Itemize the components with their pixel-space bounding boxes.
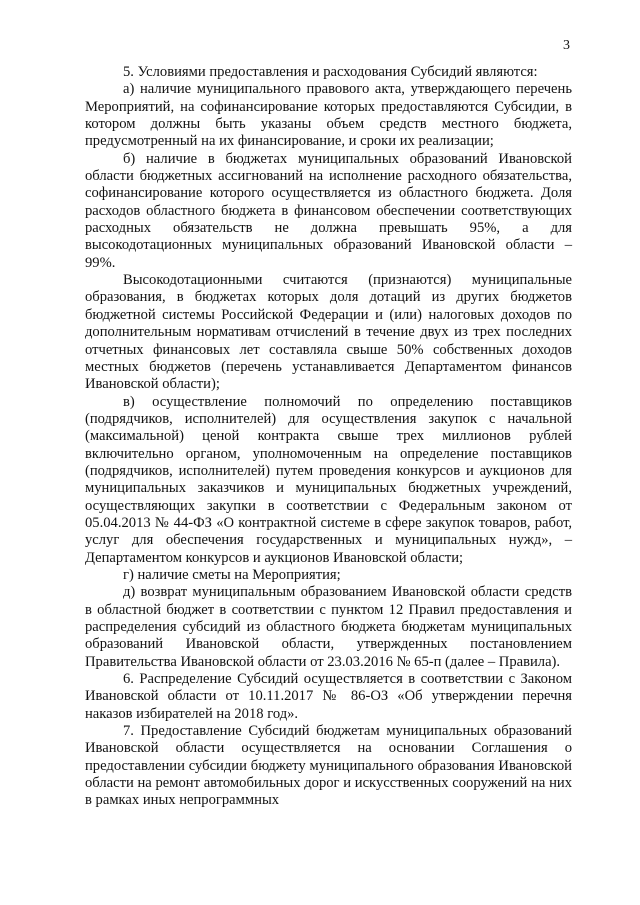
paragraph-high-subsidy-definition: Высокодотационными считаются (признаются) муниципальные образования, в бюджетах которых доля дотаций из других бюджетов бюджетной системы Российской Федерации и (или) налоговых доходов по дополнительным нормативам отчислений в течение двух из трех последних отчетных финансовых лет составляла свыше 50% собственных доходов местных бюджетов (перечень устанавливается Департаментом финансов Ивановской области); bbox=[85, 272, 572, 393]
paragraph-condition-b: б) наличие в бюджетах муниципальных образований Ивановской области бюджетных ассигнований на исполнение расходного обязательства, софинансирование которого осуществляется из областного бюджета. Доля расходов областного бюджета в финансовом обеспечении соответствующих расходных обязательств не должна превышать 95%, а для высокодотационных муниципальных образований Ивановской области – 99%. bbox=[85, 150, 572, 271]
paragraph-condition-g: г) наличие сметы на Мероприятия; bbox=[123, 566, 341, 583]
paragraph-condition-v: в) осуществление полномочий по определению поставщиков (подрядчиков, исполнителей) для осуществления закупок с начальной (максимальной) ценой контракта свыше трех миллионов рублей включительно органом, уполномоченным на определение поставщиков (подрядчиков, исполнителей) путем проведения конкурсов и аукционов для муниципальных заказчиков и муниципальных бюджетных учреждений, осуществляющих закупки в соответствии с Федеральным законом от 05.04.2013 № 44-ФЗ «О контрактной системе в сфере закупок товаров, работ, услуг для обеспечения государственных и муниципальных нужд», – Департаментом конкурсов и аукционов Ивановской области; bbox=[85, 393, 572, 566]
paragraph-6-distribution: 6. Распределение Субсидий осуществляется в соответствии с Законом Ивановской области от 10.11.2017 № 86-ОЗ «Об утверждении перечня наказов избирателей на 2018 год». bbox=[85, 671, 572, 722]
page-number: 3 bbox=[563, 38, 570, 53]
paragraph-7-provision: 7. Предоставление Субсидий бюджетам муниципальных образований Ивановской области осуществляется на основании Соглашения о предоставлении субсидии бюджету муниципального образования Ивановской области на ремонт автомобильных дорог и искусственных сооружений на них в рамках иных непрограммных bbox=[85, 723, 572, 809]
document-body bbox=[85, 64, 572, 810]
paragraph-condition-d: д) возврат муниципальным образованием Ивановской области средств в областной бюджет в соответствии с пунктом 12 Правил предоставления и распределения субсидий из областного бюджета бюджетам муниципальных образований Ивановской области, утвержденных постановлением Правительства Ивановской области от 23.03.2016 № 65-п (далее – Правила). bbox=[85, 584, 572, 670]
paragraph-5-conditions: 5. Условиями предоставления и расходования Субсидий являются: bbox=[123, 64, 538, 80]
paragraph-condition-a: а) наличие муниципального правового акта, утверждающего перечень Мероприятий, на софинансирование которых предоставляются Субсидии, в котором должны быть указаны объем средств местного бюджета, предусмотренный на их финансирование, и сроки их реализации; bbox=[85, 81, 572, 150]
